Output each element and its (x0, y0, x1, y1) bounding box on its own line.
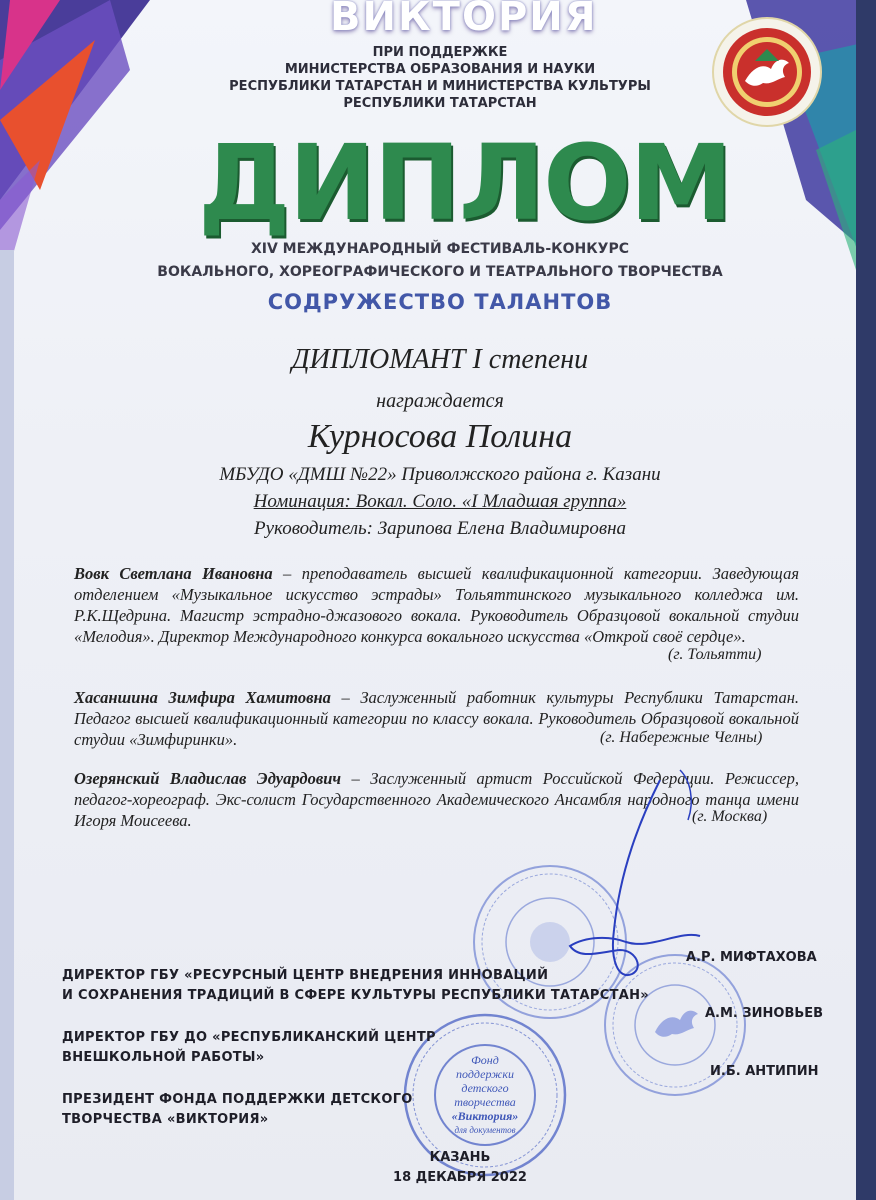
signatory-name: А.М. ЗИНОВЬЕВ (705, 1006, 824, 1021)
award-degree: ДИПЛОМАНТ I степени (291, 344, 589, 375)
festival-name-line: ВОКАЛЬНОГО, ХОРЕОГРАФИЧЕСКОГО И ТЕАТРАЛЬНОГО ТВОРЧЕСТВА (157, 264, 723, 280)
signatory-title-line: ПРЕЗИДЕНТ ФОНДА ПОДДЕРЖКИ ДЕТСКОГО (62, 1092, 413, 1107)
signatory-name: А.Р. МИФТАХОВА (686, 950, 817, 965)
stamp-line: «Виктория» (451, 1109, 519, 1123)
jury-member (74, 563, 799, 647)
festival-name-line: XIV МЕЖДУНАРОДНЫЙ ФЕСТИВАЛЬ-КОНКУРС (250, 241, 630, 257)
signatory-title-line: ДИРЕКТОР ГБУ ДО «РЕСПУБЛИКАНСКИЙ ЦЕНТР (62, 1030, 436, 1045)
sponsor-block (190, 44, 690, 112)
stamp-line: для документов (454, 1125, 516, 1135)
stamp-line: поддержки (456, 1067, 514, 1081)
jury-member-name: Озерянский Владислав Эдуардович (74, 769, 342, 788)
signatory-title (62, 1090, 413, 1130)
festival-name (130, 238, 750, 284)
signatory-title (62, 966, 649, 1006)
signatory-title (62, 1028, 436, 1068)
sponsor-line: ПРИ ПОДДЕРЖКЕ (372, 45, 508, 60)
signatory-name: И.Б. АНТИПИН (710, 1064, 819, 1079)
leader: Руководитель: Зарипова Елена Владимировна (253, 518, 627, 539)
jury-member-city: (г. Набережные Челны) (600, 729, 763, 746)
signatory-title-line: И СОХРАНЕНИЯ ТРАДИЦИЙ В СФЕРЕ КУЛЬТУРЫ РЕСПУБЛИКИ ТАТАРСТАН» (62, 988, 649, 1003)
jury-member-description: – преподаватель высшей квалификационной категории. Заведующая отделением «Музыкальное искусство эстрады» Тольяттинского музыкального колледжа им. Р.К.Щедрина. Магистр эстрадно-джазового вокала. Руководитель Образцовой вокальной студии «Мелодия». Директор Международного конкурса вокального искусства «Открой своё сердце». (74, 564, 799, 646)
jury-member-city: (г. Москва) (692, 808, 768, 825)
stamp-line: детского (461, 1081, 509, 1095)
signatory-title-line: ТВОРЧЕСТВА «ВИКТОРИЯ» (62, 1112, 269, 1127)
recipient-name: Курносова Полина (307, 418, 573, 455)
sponsor-line: РЕСПУБЛИКИ ТАТАРСТАН И МИНИСТЕРСТВА КУЛЬТУРЫ (229, 79, 651, 94)
jury-member-description: – Заслуженный работник культуры Республики Татарстан. Педагог высшей квалификационный категории по классу вокала. Руководитель Образцовой вокальной студии «Зимфиринки». (74, 688, 800, 749)
stamp-line: творчества (454, 1095, 516, 1109)
nomination: Номинация: Вокал. Соло. «I Младшая группа» (253, 491, 627, 512)
jury-member-description: – Заслуженный артист Российской Федерации. Режиссер, педагог-хореограф. Экс-солист Государственного Академического Ансамбля народного танца имени Игоря Моисеева. (74, 769, 799, 830)
jury-member-name: Хасаншина Зимфира Хамитовна (74, 688, 331, 707)
signatory-title-line: ДИРЕКТОР ГБУ «РЕСУРСНЫЙ ЦЕНТР ВНЕДРЕНИЯ ИННОВАЦИЙ (62, 968, 549, 983)
place-city: КАЗАНЬ (429, 1150, 491, 1165)
jury-member-city: (г. Тольятти) (668, 646, 762, 663)
sponsor-line: РЕСПУБЛИКИ ТАТАРСТАН (343, 96, 537, 111)
festival-title: СОДРУЖЕСТВО ТАЛАНТОВ (267, 290, 613, 314)
stamp-line: Фонд (471, 1053, 499, 1067)
place-and-date (340, 1148, 580, 1188)
place-date: 18 ДЕКАБРЯ 2022 (393, 1170, 527, 1185)
sponsor-line: МИНИСТЕРСТВА ОБРАЗОВАНИЯ И НАУКИ (284, 62, 596, 77)
tatarstan-emblem (705, 15, 830, 130)
signatory-title-line: ВНЕШКОЛЬНОЙ РАБОТЫ» (62, 1050, 265, 1065)
diploma-title: ДИПЛОМ (198, 122, 731, 244)
school-name: МБУДО «ДМШ №22» Приволжского района г. Казани (219, 464, 661, 485)
festival-logo-text: ВИКТОРИЯ (330, 0, 598, 40)
jury-member-name: Вовк Светлана Ивановна (74, 564, 273, 583)
awarded-label: награждается (376, 390, 504, 412)
